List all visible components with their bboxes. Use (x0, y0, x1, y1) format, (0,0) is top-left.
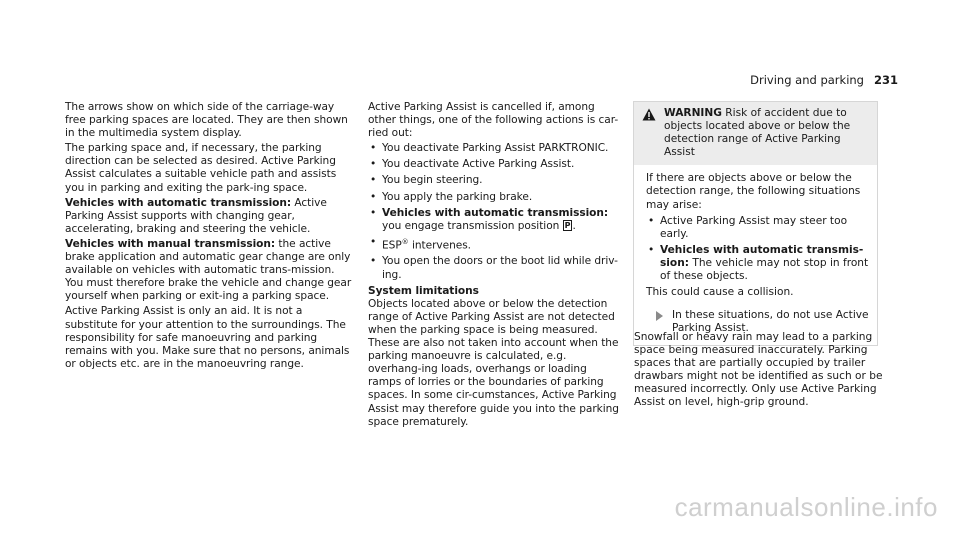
list-item: • You deactivate Parking Assist PARKTRONIC. (368, 142, 620, 155)
list-item: • Active Parking Assist may steer too early. (646, 215, 869, 241)
esp-label: ESP (382, 239, 402, 252)
warning-triangle-icon (642, 107, 658, 159)
paragraph: The parking space and, if necessary, the parking direction can be selected as desired. Active Parking Assist calculates a suitable vehicle path and assists you in parking and exiting the park-ing space. (65, 142, 337, 194)
list-item (368, 236, 620, 253)
paragraph: Snowfall or heavy rain may lead to a parking space being measured inaccurately. Parking spaces that are partially occupied by trailer drawbars might not be identified as such or be measured incorrectly. Only use Active Parking Assist on level, high-grip ground. (634, 331, 883, 409)
paragraph: Active Parking Assist is only an aid. It is not a substitute for your attention to the surroundings. The responsibility for safe manoeuvring and parking remains with you. Make sure that no persons, animals or objects etc. are in the manoeuvring range. (65, 305, 350, 370)
column-left (65, 101, 355, 373)
list-item: • You apply the parking brake. (368, 191, 620, 204)
bold-lead: Vehicles with manual transmission: (65, 237, 276, 250)
arrow-right-icon (656, 311, 663, 321)
list-item: • You deactivate Active Parking Assist. (368, 158, 620, 171)
park-position-icon: P (564, 220, 571, 230)
paragraph-text: the active brake application and automatic gear change are only available on vehicles with automatic trans-mission. You must therefore brake the vehicle and change gear yourself when parking or exit-ing a parking space. (65, 237, 352, 303)
paragraph (65, 197, 355, 236)
watermark: carmanualsonline.info (674, 492, 938, 522)
bold-lead: Vehicles with automatic transmission: (382, 206, 609, 219)
list-item-text: you engage transmission position (382, 219, 563, 232)
page-header (750, 73, 898, 87)
warning-header (634, 102, 877, 165)
column-middle (368, 101, 620, 431)
paragraph: The arrows show on which side of the carriage-way free parking spaces are located. They are then shown in the multimedia system display. (65, 101, 348, 140)
list-item (646, 244, 869, 283)
bold-lead: Vehicles with automatic transmission: (65, 196, 292, 209)
action-text: In these situations, do not use Active Parking Assist. (672, 309, 869, 335)
list-item: • Vehicles with automatic transmission: you engage transmission position P . (368, 207, 620, 233)
warning-title-text: Risk of accident due to objects located above or below the detection range of Active Parking Assist (664, 107, 851, 159)
paragraph-text: Active Parking Assist supports with changing gear, accelerating, braking and steering the vehicle. (65, 196, 327, 235)
warning-list (646, 215, 869, 283)
section-title: Driving and parking (750, 73, 864, 87)
subheading-text: System limitations (368, 284, 479, 297)
page-number: 231 (873, 73, 898, 87)
list-item: • You open the doors or the boot lid while driv-ing. (368, 255, 620, 281)
paragraph: This could cause a collision. (646, 286, 794, 299)
warning-body (634, 165, 877, 345)
paragraph: Objects located above or below the detection range of Active Parking Assist are not detected when the parking space is being measured. These are also not taken into account when the parking manoeuvre is calculated, e.g. overhang-ing loads, overhangs or loading ramps of lorries or the boundaries of parking spaces. In some cir-cumstances, Active Parking Assist may therefore guide you into the parking space prematurely. (368, 297, 619, 428)
warning-label: WARNING (664, 107, 722, 119)
paragraph: If there are objects above or below the detection range, the following situations may arise: (646, 172, 861, 211)
paragraph (65, 238, 355, 303)
bold-lead: Vehicles with automatic transmis-sion: (660, 243, 864, 269)
cancel-conditions-list (368, 142, 620, 281)
list-item-text: The vehicle may not stop in front of these objects. (660, 256, 869, 283)
list-item: • You begin steering. (368, 174, 620, 187)
paragraph: Active Parking Assist is cancelled if, among other things, one of the following actions is car-ried out: (368, 101, 619, 140)
warning-title (664, 107, 869, 159)
column-right-text (634, 331, 884, 410)
subheading (368, 285, 620, 298)
list-item-text: intervenes. (408, 239, 471, 252)
registered-mark: ® (401, 237, 409, 246)
warning-box (633, 101, 878, 346)
